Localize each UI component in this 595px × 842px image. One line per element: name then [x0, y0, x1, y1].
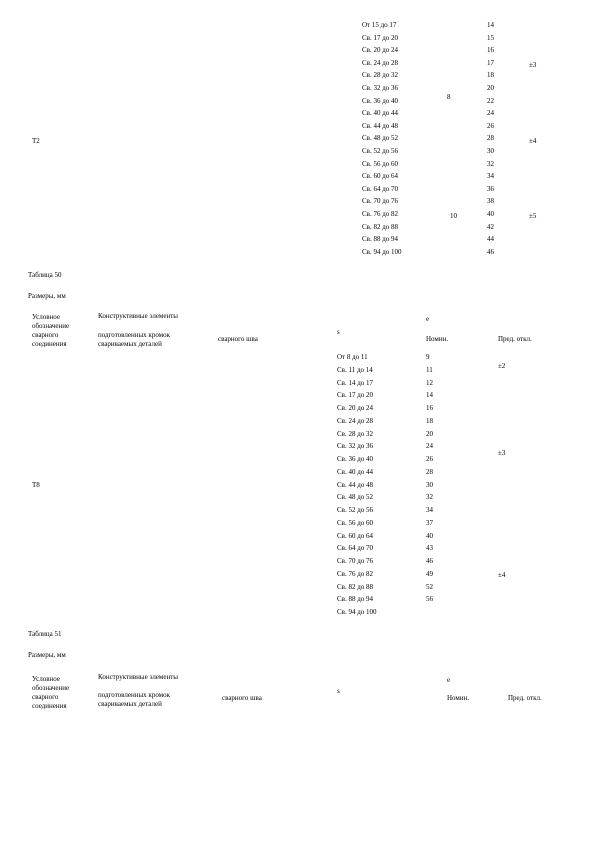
- tolerance-value: ±2: [498, 362, 506, 370]
- header-e: e: [426, 315, 430, 323]
- s-range-cell: Св. 76 до 82: [362, 210, 399, 218]
- s-range-cell: Св. 70 до 76: [337, 557, 374, 565]
- header-s: s: [337, 687, 340, 695]
- s-range-cell: Св. 20 до 24: [362, 46, 399, 55]
- s-range-cell: Св. 82 до 88: [337, 582, 374, 591]
- header-nominal: Номин.: [426, 335, 449, 343]
- s-range-cell: Св. 52 до 56: [337, 506, 374, 514]
- joint-designation: Т8: [32, 481, 40, 489]
- s-range-cell: Св. 32 до 36: [337, 442, 374, 451]
- tolerance-value: ±3: [498, 449, 506, 457]
- e-nominal-cell: 16: [426, 404, 433, 412]
- e-nominal-cell: 24: [487, 109, 494, 118]
- table-title: Таблица 50: [28, 271, 62, 279]
- s-range-cell: Св. 44 до 48: [362, 121, 399, 130]
- e-nominal-cell: 28: [426, 467, 433, 476]
- s-range-cell: Св. 24 до 28: [337, 416, 374, 425]
- e-nominal-cell: 16: [487, 46, 494, 55]
- e-nominal-cell: 32: [426, 493, 433, 502]
- header-limit: Пред. откл.: [508, 694, 542, 702]
- e-nominal-cell: 18: [487, 71, 494, 80]
- e-nominal-cell: 20: [487, 84, 494, 92]
- e-nominal-cell: 37: [426, 518, 433, 527]
- header-e: e: [447, 676, 451, 684]
- header-limit: Пред. откл.: [498, 335, 532, 343]
- e-nominal-cell: 40: [487, 210, 494, 218]
- e-nominal-cell: 38: [487, 197, 494, 206]
- s-range-cell: Св. 94 до 100: [337, 608, 377, 616]
- e-nominal-cell: 9: [426, 353, 430, 361]
- s-range-cell: Св. 36 до 40: [337, 455, 374, 463]
- s-range-cell: Св. 64 до 70: [337, 544, 374, 553]
- header-elements-title: Конструктивные элементы: [98, 673, 178, 681]
- e-nominal-cell: 46: [487, 247, 494, 256]
- e-nominal-cell: 30: [487, 147, 494, 155]
- e-nominal-cell: 14: [487, 21, 494, 29]
- header-s: s: [337, 328, 340, 336]
- e-nominal-cell: 30: [426, 480, 433, 489]
- e-nominal-cell: 24: [426, 442, 433, 451]
- s-range-cell: Св. 88 до 94: [362, 235, 399, 244]
- e-nominal-cell: 34: [426, 506, 433, 514]
- s-range-cell: Св. 76 до 82: [337, 569, 374, 578]
- units-note: Размеры, мм: [28, 292, 66, 300]
- s-range-cell: Св. 32 до 36: [362, 84, 399, 92]
- s-range-cell: Св. 52 до 56: [362, 147, 399, 155]
- e-nominal-cell: 32: [487, 159, 494, 168]
- s-range-cell: Св. 36 до 40: [362, 96, 399, 105]
- s-range-cell: Св. 70 до 76: [362, 197, 399, 206]
- e-nominal-cell: 28: [487, 134, 494, 143]
- s-range-cell: Св. 40 до 44: [337, 467, 374, 476]
- b-value: 8: [447, 93, 451, 101]
- header-prepared-edges: подготовленных кромок свариваемых деталей: [98, 691, 171, 708]
- e-nominal-cell: 26: [487, 121, 494, 130]
- e-nominal-cell: 11: [426, 365, 433, 374]
- e-nominal-cell: 20: [426, 429, 433, 438]
- s-range-cell: Св. 64 до 70: [362, 184, 399, 193]
- s-range-cell: Св. 20 до 24: [337, 404, 374, 412]
- s-range-cell: Св. 94 до 100: [362, 247, 402, 256]
- s-range-cell: Св. 88 до 94: [337, 595, 374, 604]
- s-range-cell: Св. 11 до 14: [337, 365, 373, 374]
- header-weld: сварного шва: [218, 335, 258, 343]
- header-prepared-edges: подготовленных кромок свариваемых деталей: [98, 331, 171, 348]
- table-title: Таблица 51: [28, 630, 62, 638]
- s-range-cell: Св. 28 до 32: [362, 71, 399, 80]
- s-range-cell: Св. 82 до 88: [362, 222, 399, 231]
- e-nominal-cell: 43: [426, 544, 433, 553]
- s-range-cell: Св. 17 до 20: [337, 391, 374, 400]
- s-range-cell: Св. 56 до 60: [362, 159, 399, 168]
- e-nominal-cell: 26: [426, 455, 433, 463]
- e-nominal-cell: 17: [487, 58, 494, 67]
- header-designation: Условное обозначение сварного соединения: [32, 313, 70, 348]
- e-nominal-cell: 46: [426, 557, 433, 565]
- s-range-cell: Св. 40 до 44: [362, 109, 399, 118]
- s-range-cell: Св. 14 до 17: [337, 378, 374, 387]
- e-nominal-cell: 52: [426, 582, 433, 591]
- s-range-cell: Св. 28 до 32: [337, 429, 374, 438]
- header-elements-title: Конструктивные элементы: [98, 312, 178, 320]
- e-nominal-cell: 15: [487, 33, 494, 42]
- tolerance-value: ±3: [529, 61, 537, 69]
- joint-designation: Т2: [32, 137, 40, 145]
- s-range-cell: Св. 56 до 60: [337, 518, 374, 527]
- tolerance-value: ±5: [529, 212, 537, 220]
- s-range-cell: Св. 60 до 64: [362, 172, 399, 181]
- e-nominal-cell: 40: [426, 531, 433, 540]
- s-range-cell: Св. 60 до 64: [337, 531, 374, 540]
- tolerance-value: ±4: [529, 137, 537, 145]
- s-range-cell: Св. 17 до 20: [362, 33, 399, 42]
- b-value: 10: [450, 212, 457, 220]
- e-nominal-cell: 22: [487, 96, 494, 105]
- e-nominal-cell: 42: [487, 222, 494, 231]
- s-range-cell: От 15 до 17: [362, 21, 397, 29]
- s-range-cell: Св. 44 до 48: [337, 480, 374, 489]
- e-nominal-cell: 12: [426, 378, 433, 387]
- header-nominal: Номин.: [447, 694, 470, 702]
- header-designation: Условное обозначение сварного соединения: [32, 675, 70, 710]
- e-nominal-cell: 36: [487, 184, 494, 193]
- e-nominal-cell: 49: [426, 569, 433, 578]
- tolerance-value: ±4: [498, 571, 506, 579]
- units-note: Размеры, мм: [28, 651, 66, 659]
- s-range-cell: Св. 48 до 52: [337, 493, 374, 502]
- e-nominal-cell: 14: [426, 391, 433, 400]
- s-range-cell: Св. 24 до 28: [362, 58, 399, 67]
- s-range-cell: Св. 48 до 52: [362, 134, 399, 143]
- s-range-cell: От 8 до 11: [337, 353, 368, 361]
- e-nominal-cell: 18: [426, 416, 433, 425]
- header-weld: сварного шва: [222, 694, 262, 702]
- e-nominal-cell: 44: [487, 235, 494, 244]
- e-nominal-cell: 56: [426, 595, 433, 604]
- e-nominal-cell: 34: [487, 172, 494, 181]
